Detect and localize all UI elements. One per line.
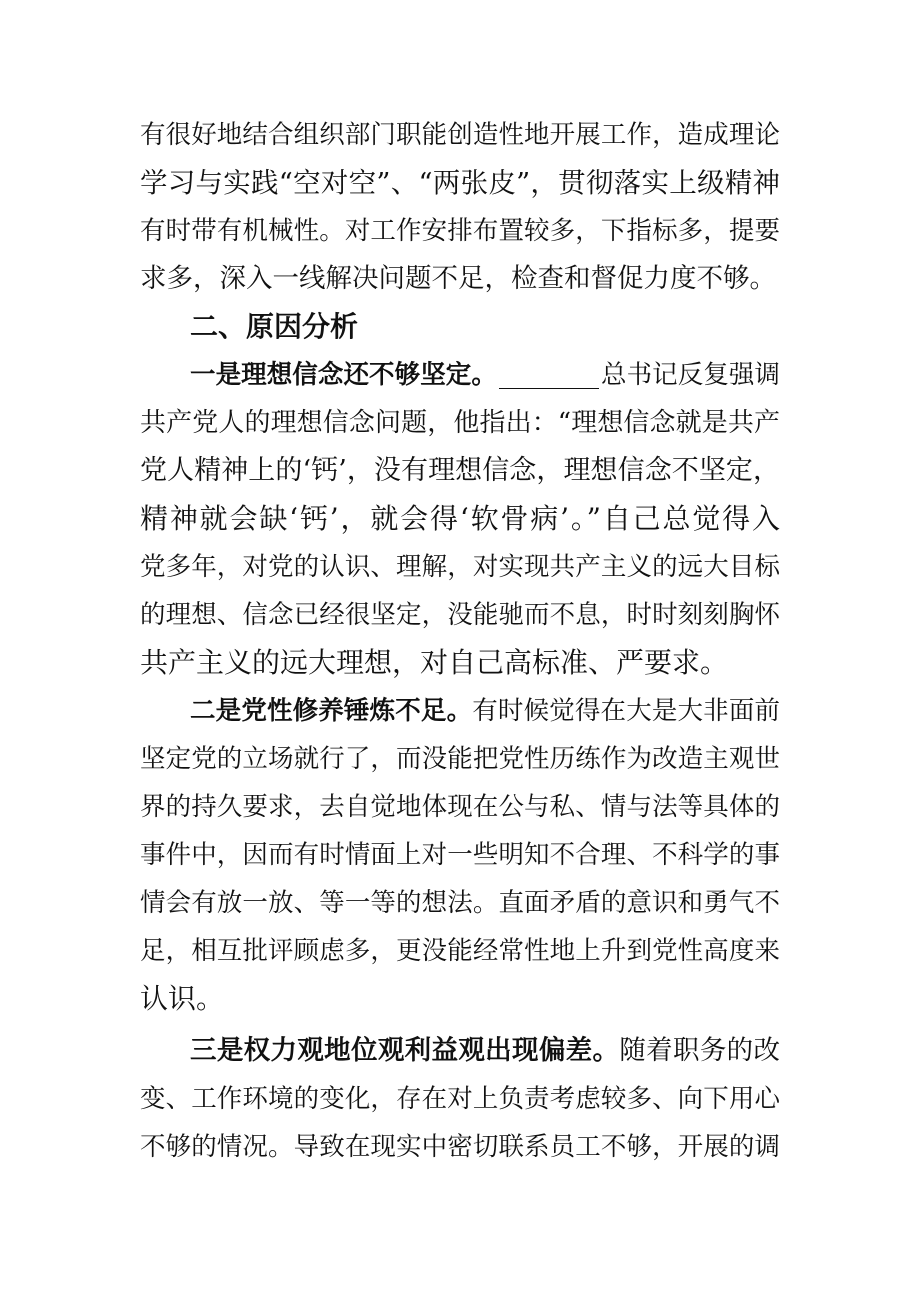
paragraph-2-line-7: 共产主义的远大理想，对自己高标准、严要求。 [140,646,729,679]
paragraph-4-line-1 [190,1031,780,1071]
paragraph-1-line-1: 有很好地结合组织部门职能创造性地开展工作，造成理论 [140,120,780,150]
paragraph-2-line-3: 党人精神上的‘钙’，没有理想信念，理想信念不坚定， [140,455,780,486]
paragraph-4-line-2: 变、工作环境的变化，存在对上负责考虑较多、向下用心 [140,1084,780,1114]
paragraph-1-line-2: 学习与实践“空对空”、“两张皮”，贯彻落实上级精神 [140,167,780,199]
paragraph-2-line-1-rest: 总书记反复强调 [600,360,780,390]
paragraph-2-line-5: 党多年，对党的认识、理解，对实现共产主义的远大目标 [140,552,780,582]
paragraph-3-line-2: 坚定党的立场就行了，而没能把党性历练作为改造主观世 [140,744,780,774]
paragraph-1-line-4: 求多，深入一线解决问题不足，检查和督促力度不够。 [140,263,776,294]
redacted-blank [499,358,599,389]
paragraph-4-line-3: 不够的情况。导致在现实中密切联系员工不够，开展的调 [140,1132,780,1162]
paragraph-3-line-3: 界的持久要求，去自觉地体现在公与私、情与法等具体的 [140,792,780,822]
paragraph-2-line-4: 精神就会缺‘钙’，就会得‘软骨病’。”自己总觉得入 [140,502,780,535]
paragraph-2-lead: 一是理想信念还不够坚定。 [190,360,497,390]
paragraph-2-line-6: 的理想、信念已经很坚定，没能驰而不息，时时刻刻胸怀 [140,600,780,630]
paragraph-2-line-2: 共产党人的理想信念问题，他指出：“理想信念就是共产 [140,408,780,438]
paragraph-3-line-5: 情会有放一放、等一等的想法。直面矛盾的意识和勇气不 [140,888,780,918]
paragraph-3-line-1-rest: 有时候觉得在大是大非面前 [472,696,780,726]
paragraph-3-line-7: 认识。 [140,982,225,1015]
paragraph-3-lead: 二是党性修养锤炼不足。 [190,696,473,726]
paragraph-4-lead: 三是权力观地位观利益观出现偏差。 [190,1035,620,1066]
paragraph-3-line-1 [190,691,780,731]
paragraph-3-line-6: 足，相互批评顾虑多，更没能经常性地上升到党性高度来 [140,936,780,966]
paragraph-1-line-3: 有时带有机械性。对工作安排布置较多，下指标多，提要 [140,216,780,246]
section-heading: 二、原因分析 [190,310,359,343]
paragraph-3-line-4: 事件中，因而有时情面上对一些明知不合理、不科学的事 [140,840,780,870]
paragraph-4-line-1-rest: 随着职务的改 [619,1035,781,1066]
paragraph-2-line-1 [190,355,780,395]
